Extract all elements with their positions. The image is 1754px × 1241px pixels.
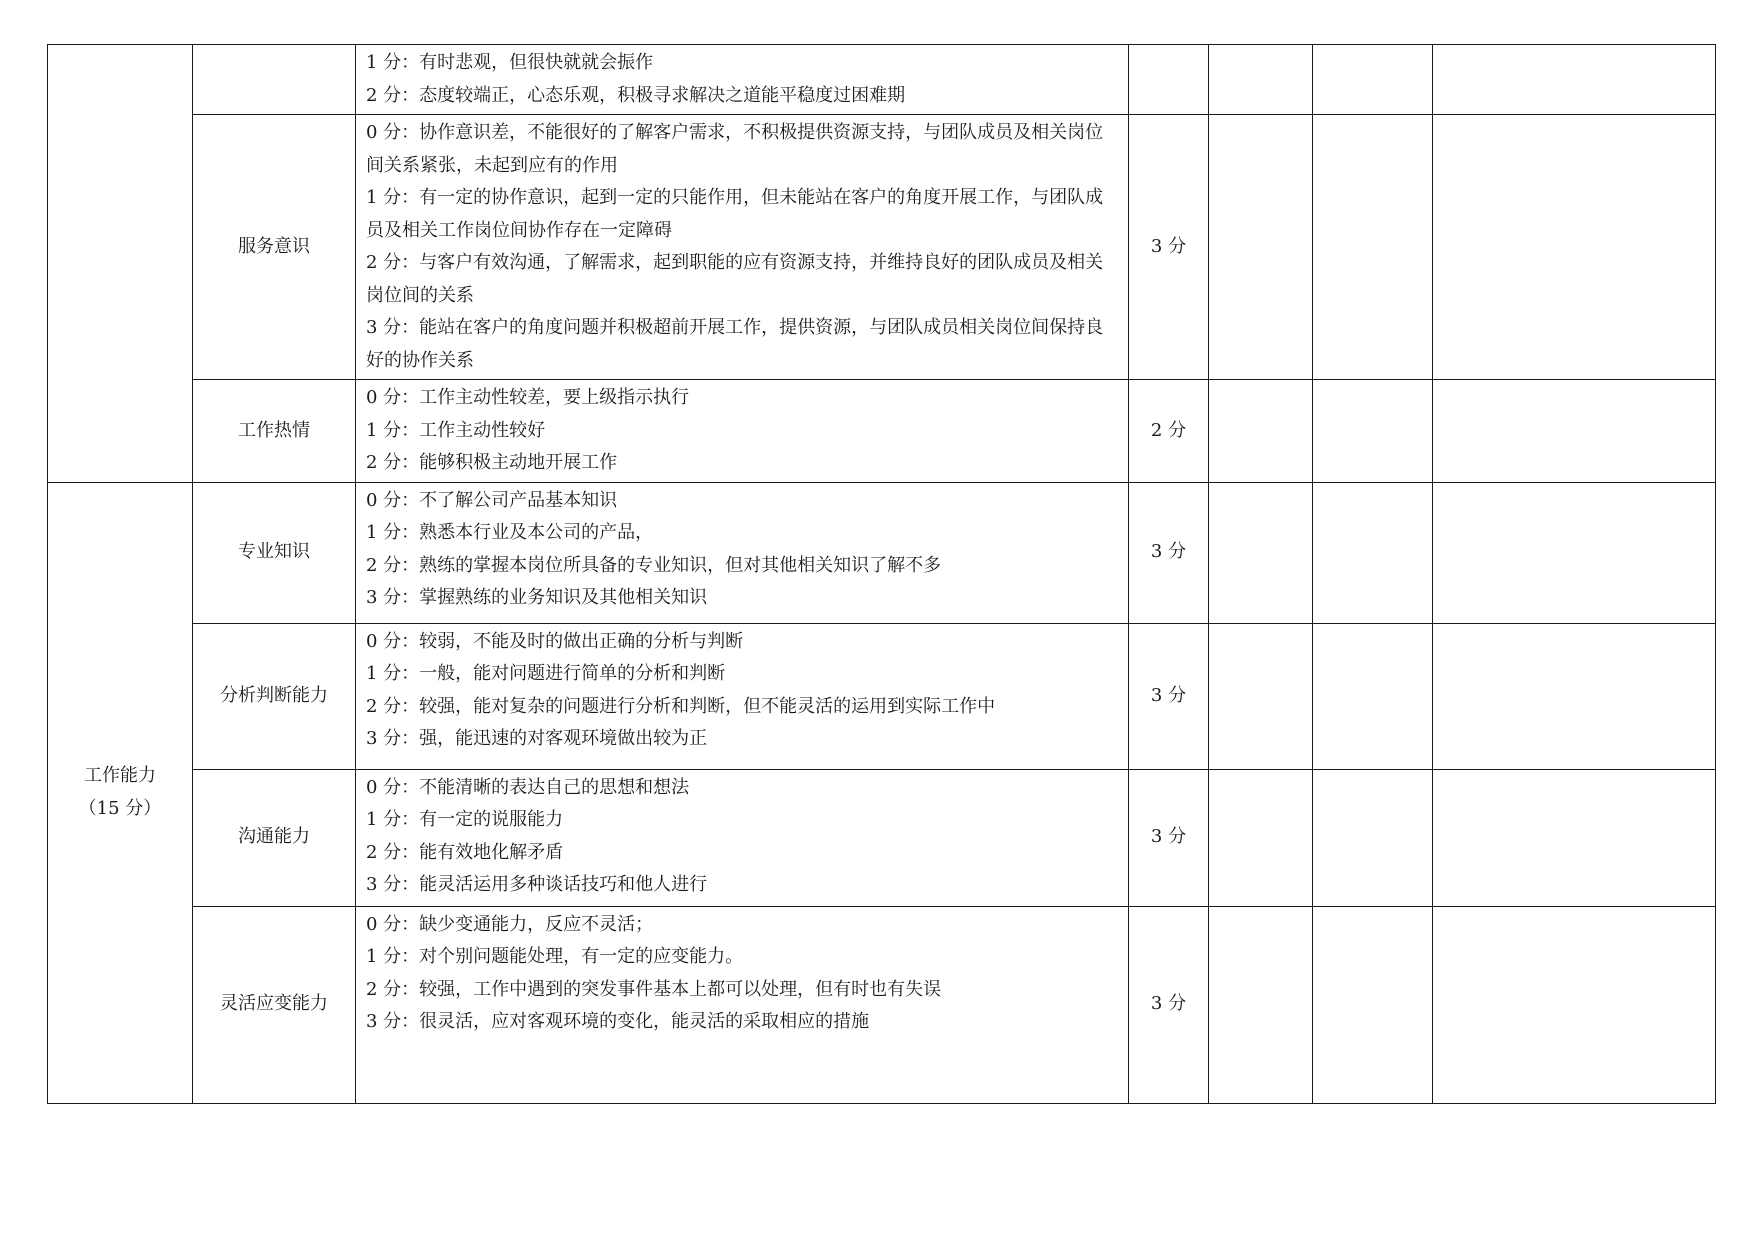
reviewer-score-cell <box>1313 115 1433 380</box>
remarks-cell <box>1433 623 1716 769</box>
criteria-line: 1 分：一般，能对问题进行简单的分析和判断 <box>366 663 726 684</box>
criteria-line: 3 分：掌握熟练的业务知识及其他相关知识 <box>366 587 708 608</box>
category-points: （15 分） <box>78 797 162 819</box>
category-cell-work-ability <box>48 482 193 1103</box>
criteria-line: 2 分：态度较端正，心态乐观，积极寻求解决之道能平稳度过困难期 <box>366 84 906 106</box>
criteria-line: 2 分：能有效地化解矛盾 <box>366 841 564 863</box>
remarks-cell <box>1433 906 1716 1103</box>
table-row <box>48 906 1716 1103</box>
reviewer-score-cell <box>1313 45 1433 115</box>
criteria-line: 1 分：工作主动性较好 <box>366 419 546 441</box>
criteria-cell <box>356 769 1129 906</box>
item-cell: 分析判断能力 <box>193 623 356 769</box>
table-row <box>48 769 1716 906</box>
category-name: 工作能力 <box>84 765 156 786</box>
self-score-cell <box>1209 115 1313 380</box>
self-score-cell <box>1209 769 1313 906</box>
criteria-line: 0 分：工作主动性较差，要上级指示执行 <box>366 387 690 408</box>
item-cell: 工作热情 <box>193 380 356 483</box>
score-cell: 3 分 <box>1129 906 1209 1103</box>
criteria-line: 2 分：较强，工作中遇到的突发事件基本上都可以处理，但有时也有失误 <box>366 978 942 1000</box>
score-cell <box>1129 45 1209 115</box>
remarks-cell <box>1433 482 1716 623</box>
criteria-line: 1 分：熟悉本行业及本公司的产品， <box>366 522 654 543</box>
self-score-cell <box>1209 45 1313 115</box>
item-cell <box>193 45 356 115</box>
score-cell: 3 分 <box>1129 115 1209 380</box>
remarks-cell <box>1433 769 1716 906</box>
criteria-line: 0 分：不能清晰的表达自己的思想和想法 <box>366 776 690 798</box>
table-row <box>48 380 1716 483</box>
self-score-cell <box>1209 623 1313 769</box>
score-cell: 3 分 <box>1129 769 1209 906</box>
remarks-cell <box>1433 45 1716 115</box>
self-score-cell <box>1209 482 1313 623</box>
criteria-cell <box>356 45 1129 115</box>
table-row <box>48 115 1716 380</box>
item-cell: 灵活应变能力 <box>193 906 356 1103</box>
self-score-cell <box>1209 906 1313 1103</box>
score-cell: 3 分 <box>1129 623 1209 769</box>
criteria-line: 2 分：较强，能对复杂的问题进行分析和判断，但不能灵活的运用到实际工作中 <box>366 695 996 717</box>
criteria-line: 2 分：能够积极主动地开展工作 <box>366 452 618 473</box>
remarks-cell <box>1433 380 1716 483</box>
criteria-line: 0 分：协作意识差，不能很好的了解客户需求，不积极提供资源支持，与团队成员及相关岗位间关系紧张，未起到应有的作用 <box>366 122 1104 176</box>
criteria-line: 3 分：能灵活运用多种谈话技巧和他人进行 <box>366 874 708 895</box>
table-row <box>48 45 1716 115</box>
criteria-line: 3 分：强，能迅速的对客观环境做出较为正 <box>366 728 708 749</box>
criteria-line: 1 分：有一定的说服能力 <box>366 809 564 830</box>
table-row <box>48 482 1716 623</box>
table-row <box>48 623 1716 769</box>
criteria-line: 0 分：较弱，不能及时的做出正确的分析与判断 <box>366 630 744 652</box>
score-cell: 2 分 <box>1129 380 1209 483</box>
reviewer-score-cell <box>1313 482 1433 623</box>
criteria-line: 0 分：缺少变通能力，反应不灵活； <box>366 913 654 935</box>
criteria-cell <box>356 906 1129 1103</box>
criteria-line: 1 分：有一定的协作意识，起到一定的只能作用，但未能站在客户的角度开展工作，与团队成员及相关工作岗位间协作存在一定障碍 <box>366 187 1104 241</box>
criteria-line: 3 分：很灵活，应对客观环境的变化，能灵活的采取相应的措施 <box>366 1011 870 1032</box>
criteria-cell <box>356 380 1129 483</box>
criteria-cell <box>356 482 1129 623</box>
reviewer-score-cell <box>1313 380 1433 483</box>
criteria-line: 0 分：不了解公司产品基本知识 <box>366 489 618 511</box>
self-score-cell <box>1209 380 1313 483</box>
category-cell-attitude <box>48 45 193 483</box>
item-cell: 专业知识 <box>193 482 356 623</box>
criteria-line: 1 分：对个别问题能处理，有一定的应变能力。 <box>366 946 744 967</box>
criteria-cell <box>356 623 1129 769</box>
criteria-cell <box>356 115 1129 380</box>
criteria-line: 1 分：有时悲观，但很快就就会振作 <box>366 52 654 73</box>
remarks-cell <box>1433 115 1716 380</box>
reviewer-score-cell <box>1313 623 1433 769</box>
reviewer-score-cell <box>1313 769 1433 906</box>
evaluation-table <box>47 44 1716 1104</box>
reviewer-score-cell <box>1313 906 1433 1103</box>
criteria-line: 3 分：能站在客户的角度问题并积极超前开展工作，提供资源，与团队成员相关岗位间保持良好的协作关系 <box>366 317 1104 371</box>
criteria-line: 2 分：熟练的掌握本岗位所具备的专业知识，但对其他相关知识了解不多 <box>366 554 942 576</box>
criteria-line: 2 分：与客户有效沟通，了解需求，起到职能的应有资源支持，并维持良好的团队成员及相关岗位间的关系 <box>366 252 1104 306</box>
item-cell: 服务意识 <box>193 115 356 380</box>
score-cell: 3 分 <box>1129 482 1209 623</box>
item-cell: 沟通能力 <box>193 769 356 906</box>
